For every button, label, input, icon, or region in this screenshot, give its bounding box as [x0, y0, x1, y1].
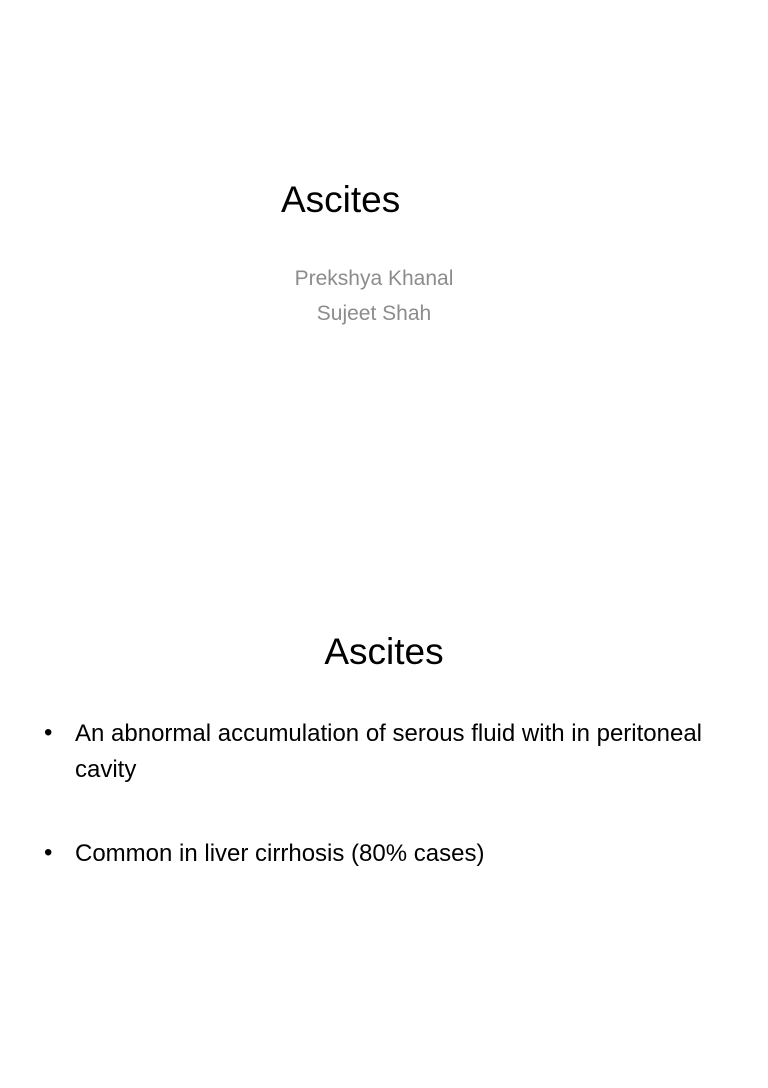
bullet-icon: •: [44, 839, 53, 866]
bullet-text: An abnormal accumulation of serous fluid with in peritoneal cavity: [75, 720, 703, 783]
slide-title: Ascites: [281, 179, 401, 220]
author-name: Prekshya Khanal: [294, 267, 454, 290]
slide-title: Ascites: [324, 631, 444, 672]
title-slide: [0, 0, 768, 512]
bullet-text: Common in liver cirrhosis (80% cases): [75, 840, 485, 867]
bullet-item: [44, 716, 734, 788]
bullet-icon: •: [44, 719, 53, 746]
bullet-item: [44, 836, 734, 872]
bullet-list: [44, 716, 734, 872]
content-slide: [0, 576, 768, 1088]
author-name: Sujeet Shah: [316, 302, 432, 325]
